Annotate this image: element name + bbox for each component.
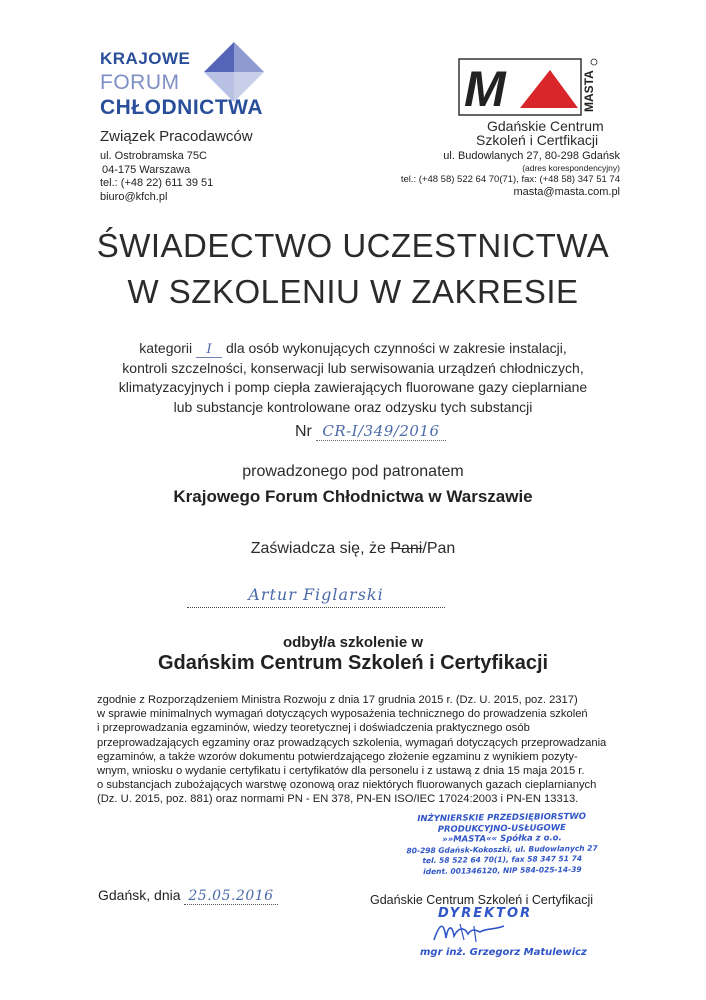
kfch-logo bbox=[100, 42, 400, 132]
certify-separator: / bbox=[422, 540, 427, 557]
kfch-diamond-icon bbox=[204, 42, 264, 102]
address-line: ul. Budowlanych 27, 80-298 Gdańsk bbox=[443, 150, 620, 162]
stamp-line: 80-298 Gdańsk-Kokoszki, ul. Budowlanych 27 bbox=[406, 843, 598, 855]
legal-line: wnym, wniosku o wydanie certyfikatu i certyfikatów dla personelu i z ustawą z dnia 15 maja 2015 r. bbox=[97, 765, 585, 778]
kfch-logo-line: KRAJOWE bbox=[100, 49, 191, 68]
patronage-label: prowadzonego pod patronatem bbox=[242, 463, 464, 480]
category-line: klimatyzacyjnych i pomp ciepła zawierających fluorowane gazy cieplarniane bbox=[118, 379, 588, 395]
legal-line: w sprawie minimalnych wymagań dotyczących wyposażenia technicznego do prowadzenia szkoleń bbox=[97, 708, 588, 721]
legal-line: o substancjach zubożających warstwę ozonową oraz niektórych fluorowanych gazach cieplarnianych bbox=[97, 779, 597, 792]
legal-basis-text bbox=[97, 693, 627, 807]
address-line: biuro@kfch.pl bbox=[100, 190, 168, 203]
address-line: 04-175 Warszawa bbox=[102, 163, 191, 176]
stamp-line: »»MASTA«« Spółka z o.o. bbox=[442, 833, 562, 845]
legal-line: przeprowadzających egzaminy oraz prowadzących szkolenia, wymagań dotyczących przeprowadzania bbox=[97, 736, 607, 749]
masta-name-line: Szkoleń i Certfikacji bbox=[476, 132, 599, 148]
address-line: tel.: (+48 58) 522 64 70(71), fax: (+48 58) 347 51 74 bbox=[400, 173, 620, 185]
certify-kept: Pan bbox=[426, 540, 456, 557]
certificate-title: W SZKOLENIU W ZAKRESIE bbox=[127, 273, 579, 310]
place-label: Gdańsk, dnia bbox=[98, 887, 181, 903]
certificate-number bbox=[295, 422, 446, 441]
participant-name-line bbox=[187, 585, 445, 608]
number-label: Nr bbox=[295, 423, 312, 440]
kfch-subtitle: Związek Pracodawców bbox=[100, 128, 253, 145]
place-and-date bbox=[98, 887, 278, 904]
stamp-line: tel. 58 522 64 70(1), fax 58 347 51 74 bbox=[422, 853, 583, 866]
stamp-line: ident. 001346120, NIP 584-025-14-39 bbox=[423, 864, 582, 876]
category-prefix: kategorii bbox=[139, 340, 193, 356]
training-center-name: Gdańskim Centrum Szkoleń i Certyfikacji bbox=[157, 652, 549, 674]
category-suffix: dla osób wykonujących czynności w zakresie instalacji, bbox=[225, 340, 567, 356]
legal-line: zgodnie z Rozporządzeniem Ministra Rozwoju z dnia 17 grudnia 2015 r. (Dz. U. 2015, poz. 2317) bbox=[97, 694, 578, 706]
address-line: ul. Ostrobramska 75C bbox=[100, 150, 207, 162]
kfch-logo-line: FORUM bbox=[100, 71, 180, 94]
kfch-address bbox=[100, 150, 213, 204]
completion-label: odbył/a szkolenie w bbox=[282, 634, 424, 651]
category-line: lub substancje kontrolowane oraz odzysku tych substancji bbox=[173, 398, 533, 415]
issue-date: 25.05.2016 bbox=[184, 888, 277, 905]
participant-name: Artur Figlarski bbox=[248, 585, 384, 604]
legal-line: i przeprowadzania egzaminów, wiedzy teoretycznej i doświadczenia praktycznego osób bbox=[97, 722, 530, 735]
kfch-logo-line: CHŁODNICTWA bbox=[100, 96, 263, 119]
masta-logo-letter: M bbox=[464, 61, 506, 117]
masta-name-line: Gdańskie Centrum bbox=[487, 118, 604, 134]
stamp-line: PRODUKCYJNO-USŁUGOWE bbox=[437, 822, 566, 835]
certify-line bbox=[0, 540, 706, 558]
certificate-title: ŚWIADECTWO UCZESTNICTWA bbox=[96, 227, 610, 264]
certify-prefix: Zaświadcza się, że bbox=[250, 540, 386, 557]
legal-line: egzaminów, a także wzorów dokumentu potwierdzającego złożenie egzaminu z wynikiem pozyty- bbox=[97, 750, 578, 763]
signer-name: mgr inż. Grzegorz Matulewicz bbox=[420, 947, 587, 958]
address-line: tel.: (+48 22) 611 39 51 bbox=[100, 177, 214, 189]
category-paragraph bbox=[0, 339, 706, 417]
masta-logo-word: MASTA bbox=[582, 70, 596, 112]
masta-logo bbox=[458, 58, 600, 120]
category-line: kontroli szczelności, konserwacji lub serwisowania urządzeń chłodniczych, bbox=[122, 359, 584, 376]
signer-center: Gdańskie Centrum Szkoleń i Certyfikacji bbox=[370, 893, 593, 907]
address-note: (adres korespondencyjny) bbox=[522, 162, 620, 173]
signature-icon bbox=[430, 918, 510, 948]
patronage-name: Krajowego Forum Chłodnictwa w Warszawie bbox=[173, 487, 533, 506]
category-value: I bbox=[196, 343, 222, 358]
masta-logo-icon bbox=[458, 58, 600, 120]
legal-line: (Dz. U. 2015, poz. 881) oraz normami PN - EN 378, PN-EN ISO/IEC 17024:2003 i PN-EN 13313. bbox=[97, 793, 579, 806]
director-label: DYREKTOR bbox=[438, 906, 533, 921]
stamp-line: INŻYNIERSKIE PRZEDSIĘBIORSTWO bbox=[417, 811, 587, 825]
certify-struck: Pani bbox=[390, 540, 423, 557]
number-value: CR-I/349/2016 bbox=[316, 422, 445, 441]
masta-address bbox=[401, 150, 620, 200]
address-line: masta@masta.com.pl bbox=[513, 186, 620, 198]
company-stamp bbox=[404, 812, 601, 878]
